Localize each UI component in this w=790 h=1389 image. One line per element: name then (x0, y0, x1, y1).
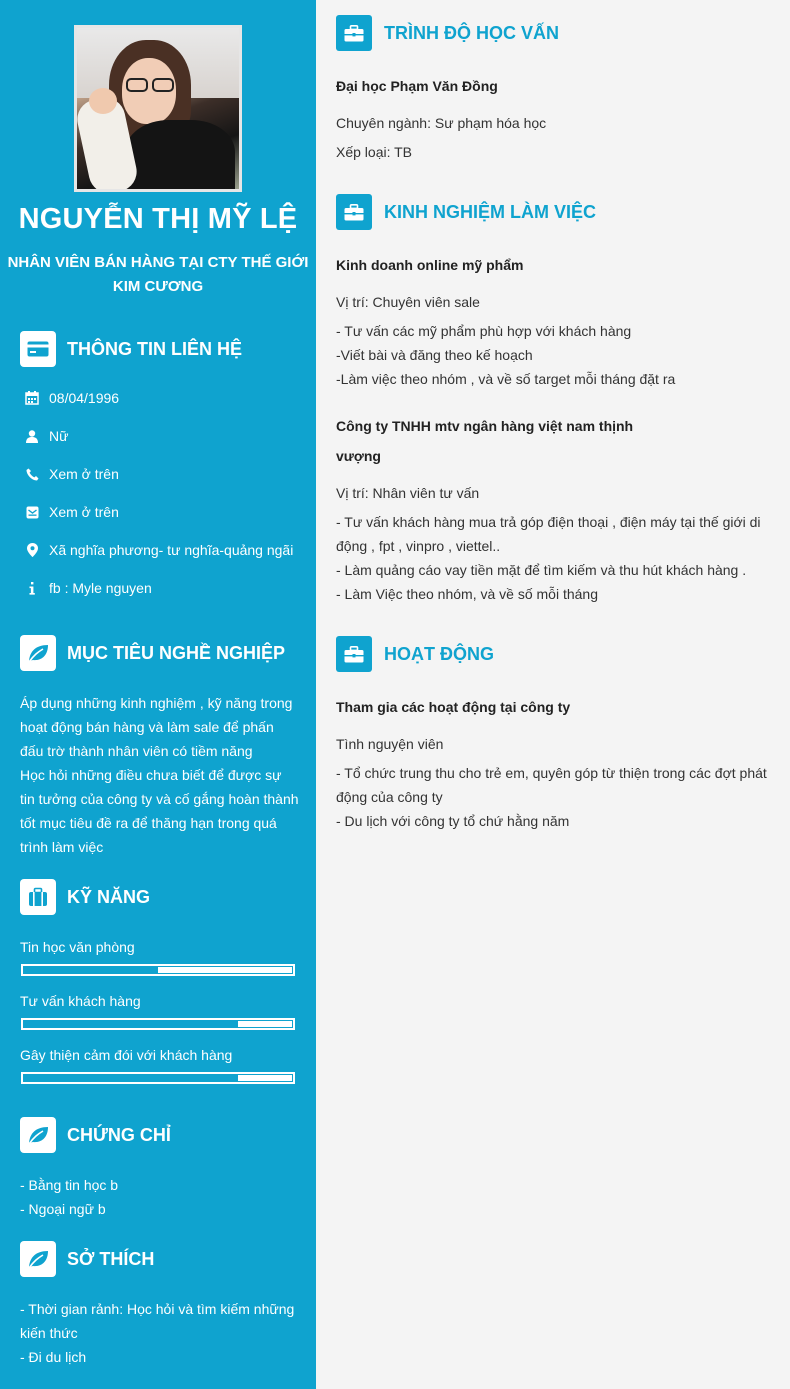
leaf-icon (20, 1117, 56, 1153)
contact-value: 08/04/1996 (49, 390, 120, 406)
education-major: Chuyên ngành: Sư phạm hóa học (336, 115, 547, 131)
objective-line: trình làm việc (20, 839, 104, 855)
contact-value: Xem ở trên (49, 466, 119, 482)
contact-email (24, 504, 119, 520)
experience-section-header (336, 194, 596, 230)
skill-label: Tư vấn khách hàng (20, 993, 141, 1009)
contact-value: Xã nghĩa phương- tư nghĩa-quảng ngãi (49, 542, 294, 558)
activity-organization: Tham gia các hoạt động tại công ty (336, 699, 571, 715)
profile-name: NGUYỄN THỊ MỸ LỆ (18, 203, 298, 235)
job-company: Công ty TNHH mtv ngân hàng việt nam thịnh (336, 418, 634, 434)
briefcase-icon (336, 636, 372, 672)
contact-address (24, 542, 293, 558)
job-details (336, 319, 776, 391)
job-detail-line: - Làm Việc theo nhóm, và về số mỗi tháng (336, 586, 598, 602)
activities-title: HOẠT ĐỘNG (384, 643, 494, 664)
hobby-line: - Thời gian rảnh: Học hỏi và tìm kiếm những (20, 1301, 295, 1317)
info-icon (24, 582, 40, 595)
contact-birthday (24, 390, 119, 406)
credit-card-icon (20, 331, 56, 367)
contact-value: Xem ở trên (49, 504, 119, 520)
hobby-line: - Đi du lịch (20, 1349, 87, 1365)
skills-title: KỸ NĂNG (67, 886, 151, 907)
activity-detail-line: - Du lịch với công ty tổ chứ hằng năm (336, 813, 570, 829)
job-company: Kinh doanh online mỹ phẩm (336, 257, 524, 273)
objective-text (20, 691, 302, 859)
skill-bar-fill (24, 1075, 238, 1081)
job-company: vượng (336, 448, 381, 464)
envelope-icon (24, 506, 40, 519)
activity-detail-line: - Tổ chức trung thu cho trẻ em, quyên góp từ thiện trong các đợt phát (336, 765, 767, 781)
hobbies-title: SỞ THÍCH (67, 1248, 155, 1269)
profile-job-title: NHÂN VIÊN BÁN HÀNG TẠI CTY THẾ GIỚI KIM CƯƠNG (7, 254, 309, 295)
contact-value: Nữ (49, 428, 69, 444)
hobbies-list (20, 1297, 302, 1369)
job-detail-line: - Tư vấn khách hàng mua trả góp điện thoại , điện máy tại thế giới di (336, 514, 761, 530)
briefcase-icon (336, 194, 372, 230)
experience-title: KINH NGHIỆM LÀM VIỆC (384, 201, 597, 222)
job-detail-line: - Tư vấn các mỹ phẩm phù hợp với khách hàng (336, 323, 632, 339)
objective-section-header (20, 635, 285, 671)
certificate-item: - Ngoại ngữ b (20, 1201, 106, 1217)
phone-icon (24, 468, 40, 481)
activity-detail-line: động của công ty (336, 789, 443, 805)
objective-line: tốt mục tiêu đề ra để thăng hạn trong quá (20, 815, 277, 831)
skills-section-header (20, 879, 150, 915)
contact-value: fb : Myle nguyen (49, 580, 152, 596)
leaf-icon (20, 635, 56, 671)
skill-bar (21, 964, 295, 976)
job-detail-line: -Viết bài và đăng theo kế hoạch (336, 347, 533, 363)
contact-facebook (24, 580, 152, 596)
skill-bar (21, 1018, 295, 1030)
education-section-header (336, 15, 559, 51)
job-detail-line: động , fpt , vinpro , viettel.. (336, 538, 501, 554)
main-content (316, 0, 790, 1389)
map-marker-icon (24, 543, 40, 557)
briefcase-icon (336, 15, 372, 51)
education-grade: Xếp loại: TB (336, 144, 413, 160)
objective-line: tin tưởng của công ty và cố gắng hoàn thành (20, 791, 299, 807)
objective-title: MỤC TIÊU NGHỀ NGHIỆP (67, 642, 286, 663)
skill-bar-fill (24, 967, 158, 973)
skill-bar-fill (24, 1021, 238, 1027)
certificates-title: CHỨNG CHỈ (67, 1124, 171, 1145)
contact-gender (24, 428, 68, 444)
contact-section-header (20, 331, 242, 367)
job-detail-line: - Làm quảng cáo vay tiền mặt để tìm kiếm và thu hút khách hàng . (336, 562, 747, 578)
skill-bar (21, 1072, 295, 1084)
skill-label: Tin học văn phòng (20, 939, 135, 955)
user-icon (24, 430, 40, 443)
contact-phone (24, 466, 119, 482)
certificates-section-header (20, 1117, 171, 1153)
sidebar (0, 0, 316, 1389)
job-details (336, 510, 776, 606)
activity-details (336, 761, 776, 833)
calendar-icon (24, 391, 40, 405)
hobbies-section-header (20, 1241, 154, 1277)
activity-role: Tình nguyện viên (336, 736, 444, 752)
education-title: TRÌNH ĐỘ HỌC VẤN (384, 22, 559, 43)
hobby-line: kiến thức (20, 1325, 78, 1341)
leaf-icon (20, 1241, 56, 1277)
objective-line: Áp dụng những kinh nghiệm , kỹ năng trong (20, 695, 293, 711)
job-position: Vị trí: Nhân viên tư vấn (336, 485, 480, 501)
suitcase-icon (20, 879, 56, 915)
objective-line: hoạt động bán hàng và làm sale để phấn (20, 719, 274, 735)
job-position: Vị trí: Chuyên viên sale (336, 294, 480, 310)
objective-line: đấu trờ thành nhân viên có tiềm năng (20, 743, 253, 759)
education-school: Đại học Phạm Văn Đồng (336, 78, 498, 94)
job-detail-line: -Làm việc theo nhóm , và về số target mỗi tháng đặt ra (336, 371, 676, 387)
activities-section-header (336, 636, 494, 672)
certificates-list (20, 1173, 302, 1221)
contact-title: THÔNG TIN LIÊN HỆ (67, 338, 242, 359)
skill-label: Gây thiện cảm đói với khách hàng (20, 1047, 233, 1063)
objective-line: Học hỏi những điều chưa biết để được sự (20, 767, 282, 783)
profile-photo (74, 25, 242, 192)
certificate-item: - Bằng tin học b (20, 1177, 119, 1193)
